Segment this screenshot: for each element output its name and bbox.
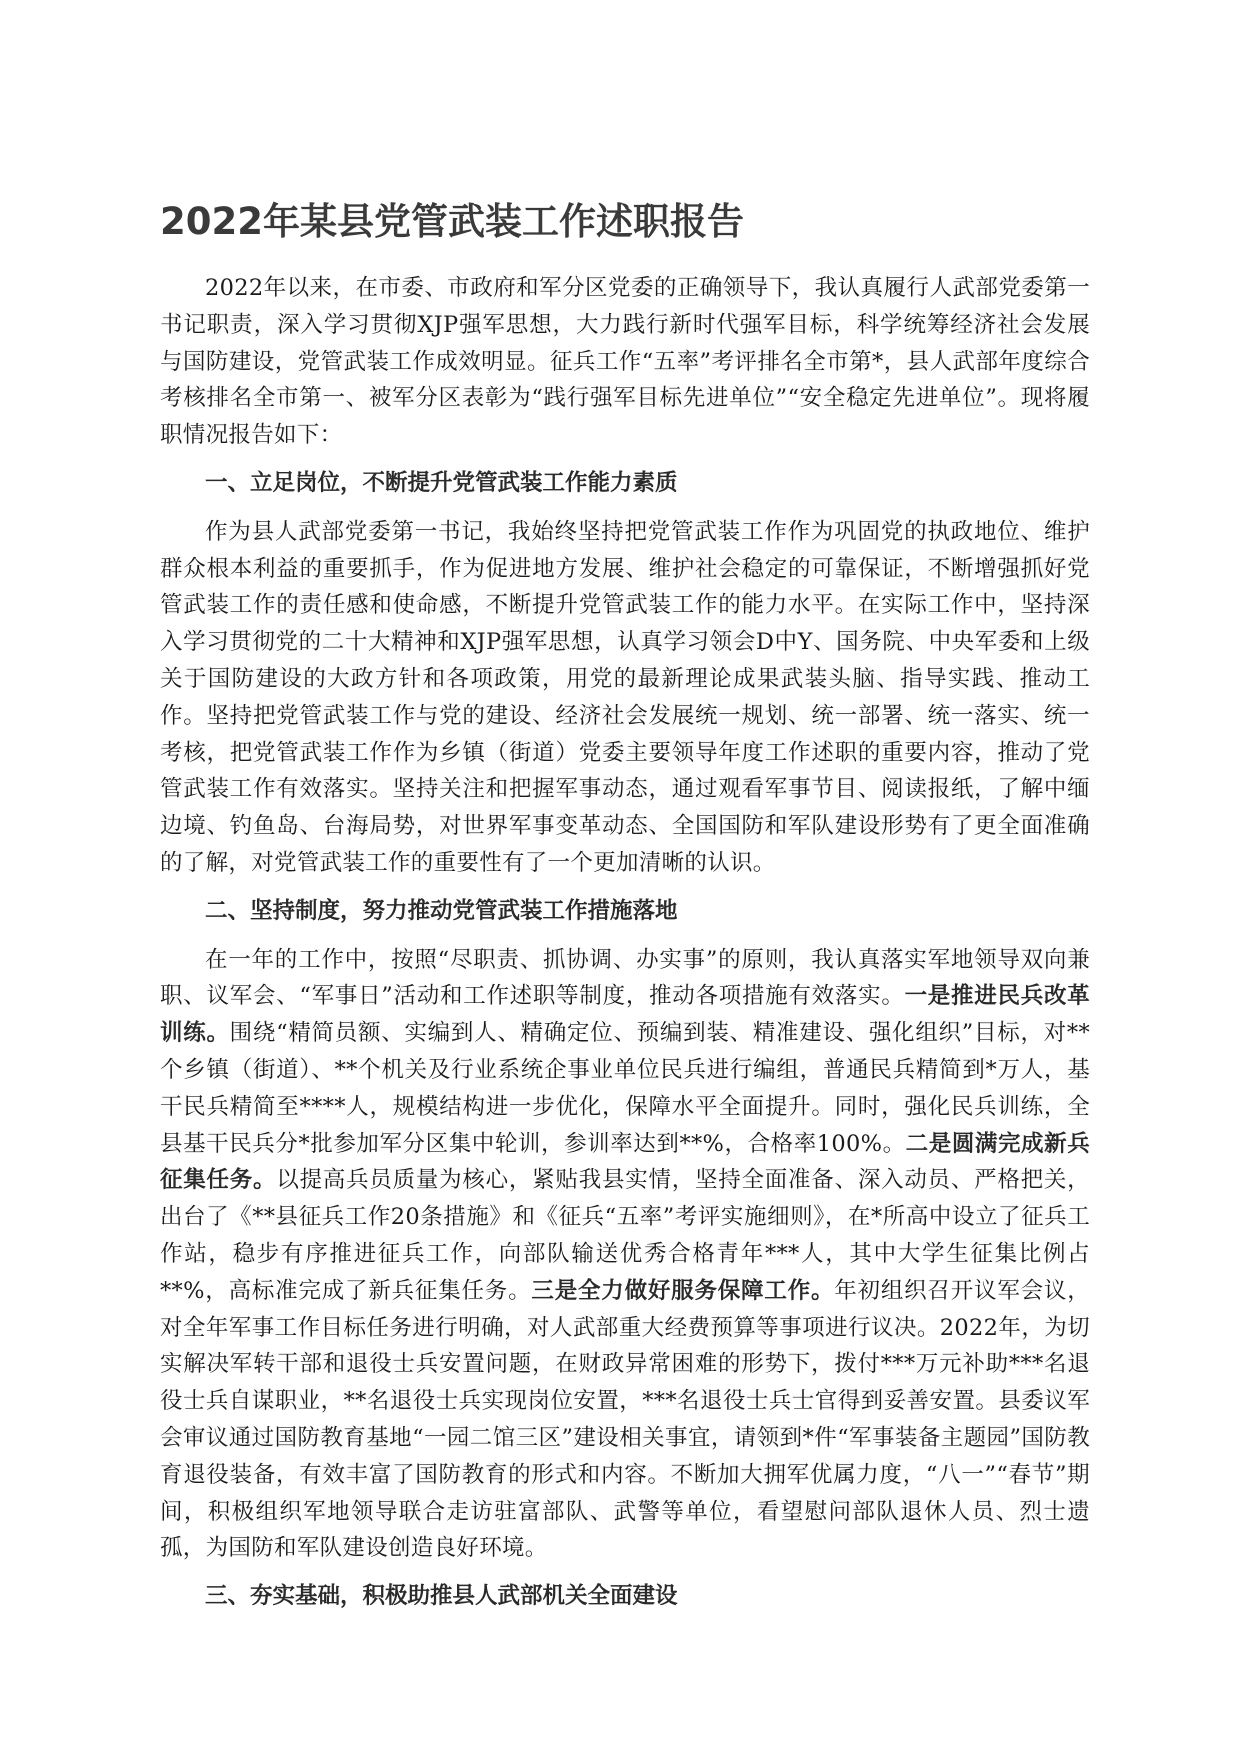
section-2-text-3: 年初组织召开议军会议，对全年军事工作目标任务进行明确，对人武部重大经费预算等事项进行议决。2022年，为切实解决军转干部和退役士兵安置问题，在财政异常困难的形势下，拨付***万元补助***名退役士兵自谋职业，**名退役士兵实现岗位安置，***名退役士兵士官得到妥善安置。县委议军会审议通过国防教育基地“一园二馆三区”建设相关事宜，请领到*件“军事装备主题园”国防教育退役装备，有效丰富了国防教育的形式和内容。不断加大拥军优属力度，“八一”“春节”期间，积极组织军地领导联合走访驻富部队、武警等单位，看望慰问部队退休人员、烈士遗孤，为国防和军队建设创造良好环境。 bbox=[160, 1277, 1090, 1562]
document-page bbox=[160, 198, 1090, 1627]
section-1-heading: 一、立足岗位，不断提升党管武装工作能力素质 bbox=[205, 469, 678, 496]
section-1-paragraph: 作为县人武部党委第一书记，我始终坚持把党管武装工作作为巩固党的执政地位、维护群众根本利益的重要抓手，作为促进地方发展、维护社会稳定的可靠保证，不断增强抓好党管武装工作的责任感和使命感，不断提升党管武装工作的能力水平。在实际工作中，坚持深入学习贯彻党的二十大精神和XJP强军思想，认真学习领会D中Y、国务院、中央军委和上级关于国防建设的大政方针和各项政策，用党的最新理论成果武装头脑、指导实践、推动工作。坚持把党管武装工作与党的建设、经济社会发展统一规划、统一部署、统一落实、统一考核，把党管武装工作作为乡镇（街道）党委主要领导年度工作述职的重要内容，推动了党管武装工作有效落实。坚持关注和把握军事动态，通过观看军事节目、阅读报纸，了解中缅边境、钓鱼岛、台海局势，对世界军事变革动态、全国国防和军队建设形势有了更全面准确的了解，对党管武装工作的重要性有了一个更加清晰的认识。 bbox=[160, 518, 1090, 876]
intro-paragraph: 2022年以来，在市委、市政府和军分区党委的正确领导下，我认真履行人武部党委第一书记职责，深入学习贯彻XJP强军思想，大力践行新时代强军目标，科学统筹经济社会发展与国防建设，党管武装工作成效明显。征兵工作“五率”考评排名全市第*，县人武部年度综合考核排名全市第一、被军分区表彰为“践行强军目标先进单位”“安全稳定先进单位”。现将履职情况报告如下： bbox=[160, 275, 1090, 449]
section-2-lead-3: 三是全力做好服务保障工作。 bbox=[531, 1277, 835, 1304]
document-title: 2022年某县党管武装工作述职报告 bbox=[160, 200, 744, 243]
section-2-paragraph bbox=[160, 942, 1090, 1568]
section-2-lead-1: 一是推进民兵改革训练。 bbox=[160, 983, 1090, 1047]
section-2-opening-text: 在一年的工作中，按照“尽职责、抓协调、办实事”的原则，我认真落实军地领导双向兼职、议军会、“军事日”活动和工作述职等制度，推动各项措施有效落实。 bbox=[160, 946, 1090, 1010]
section-2-text-1: 围绕“精简员额、实编到人、精确定位、预编到装、精准建设、强化组织”目标，对**个乡镇（街道）、**个机关及行业系统企事业单位民兵进行编组，普通民兵精简到*万人，基干民兵精简至****人，规模结构进一步优化，保障水平全面提升。同时，强化民兵训练，全县基干民兵分*批参加军分区集中轮训，参训率达到**%，合格率100%。 bbox=[160, 1020, 1090, 1157]
section-2-text-2: 以提高兵员质量为核心，紧贴我县实情，坚持全面准备、深入动员、严格把关，出台了《**县征兵工作20条措施》和《征兵“五率”考评实施细则》，在*所高中设立了征兵工作站，稳步有序推进征兵工作，向部队输送优秀合格青年***人，其中大学生征集比例占**%，高标准完成了新兵征集任务。 bbox=[160, 1167, 1090, 1304]
section-2-heading: 二、坚持制度，努力推动党管武装工作措施落地 bbox=[205, 897, 678, 924]
section-2-lead-2: 二是圆满完成新兵征集任务。 bbox=[160, 1130, 1090, 1194]
section-3-heading: 三、夯实基础，积极助推县人武部机关全面建设 bbox=[205, 1583, 678, 1610]
